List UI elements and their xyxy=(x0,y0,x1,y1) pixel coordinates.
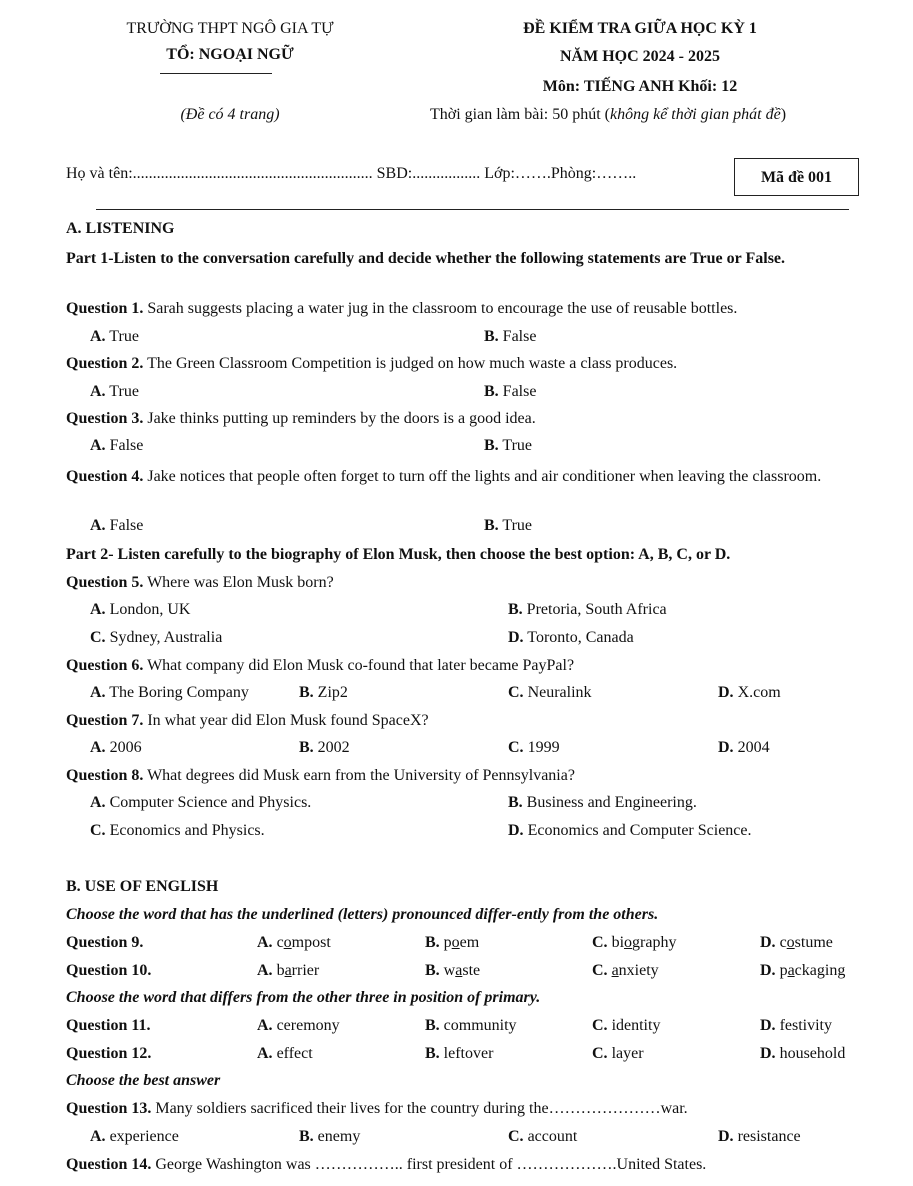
part2-instructions: Part 2- Listen carefully to the biography of Elon Musk, then choose the best option: A, B, C, or D. xyxy=(66,546,731,563)
header-divider xyxy=(160,73,272,74)
question-6: Question 6. What company did Elon Musk co-found that later became PayPal? xyxy=(66,657,575,674)
exam-code: Mã đề 001 xyxy=(760,169,833,186)
q11-option-b[interactable]: B. community xyxy=(425,1017,517,1034)
q11-option-a[interactable]: A. ceremony xyxy=(257,1017,340,1034)
question-9: Question 9. xyxy=(66,934,144,951)
exam-code-box xyxy=(734,158,859,196)
q3-option-a[interactable]: A. False xyxy=(90,437,144,454)
q13-option-a[interactable]: A. experience xyxy=(90,1128,179,1145)
stress-instructions: Choose the word that differs from the other three in position of primary. xyxy=(66,989,541,1006)
q5-option-d[interactable]: D. Toronto, Canada xyxy=(508,629,634,646)
section-a-title: A. LISTENING xyxy=(66,220,175,237)
school-name: TRƯỜNG THPT NGÔ GIA TỰ xyxy=(126,20,334,37)
q7-option-c[interactable]: C. 1999 xyxy=(508,739,560,756)
q6-option-d[interactable]: D. X.com xyxy=(718,684,781,701)
q7-option-a[interactable]: A. 2006 xyxy=(90,739,142,756)
q13-option-b[interactable]: B. enemy xyxy=(299,1128,361,1145)
question-11: Question 11. xyxy=(66,1017,151,1034)
best-answer-instructions: Choose the best answer xyxy=(66,1072,221,1089)
exam-title: ĐỀ KIỂM TRA GIỮA HỌC KỲ 1 xyxy=(523,20,757,37)
q3-option-b[interactable]: B. True xyxy=(484,437,533,454)
q4-option-b[interactable]: B. True xyxy=(484,517,533,534)
q11-option-c[interactable]: C. identity xyxy=(592,1017,661,1034)
q12-option-c[interactable]: C. layer xyxy=(592,1045,644,1062)
question-5: Question 5. Where was Elon Musk born? xyxy=(66,574,334,591)
student-info-line: Họ và tên:............................................................ SBD:................. Lớp:…….Phòng:…….. xyxy=(66,165,637,182)
q6-option-c[interactable]: C. Neuralink xyxy=(508,684,592,701)
q8-option-c[interactable]: C. Economics and Physics. xyxy=(90,822,265,839)
school-year: NĂM HỌC 2024 - 2025 xyxy=(560,48,720,65)
q5-option-b[interactable]: B. Pretoria, South Africa xyxy=(508,601,667,618)
q9-option-b[interactable]: B. poem xyxy=(425,934,480,951)
q2-option-a[interactable]: A. True xyxy=(90,383,139,400)
q10-option-b[interactable]: B. waste xyxy=(425,962,481,979)
question-8: Question 8. What degrees did Musk earn from the University of Pennsylvania? xyxy=(66,767,575,784)
info-divider xyxy=(96,209,849,210)
pages-note: (Đề có 4 trang) xyxy=(180,106,280,123)
section-b-title: B. USE OF ENGLISH xyxy=(66,878,219,895)
q11-option-d[interactable]: D. festivity xyxy=(760,1017,832,1034)
q13-option-c[interactable]: C. account xyxy=(508,1128,578,1145)
question-14: Question 14. George Washington was …………….. first president of ……………….United States. xyxy=(66,1156,707,1173)
q9-option-c[interactable]: C. biography xyxy=(592,934,677,951)
q12-option-b[interactable]: B. leftover xyxy=(425,1045,494,1062)
subject-grade: Môn: TIẾNG ANH Khối: 12 xyxy=(542,78,738,95)
time-allowed: Thời gian làm bài: 50 phút (không kể thời gian phát đề) xyxy=(430,106,787,123)
q5-option-a[interactable]: A. London, UK xyxy=(90,601,191,618)
q10-option-a[interactable]: A. barrier xyxy=(257,962,320,979)
part1-instructions: Part 1-Listen to the conversation carefully and decide whether the following statements are True or False. xyxy=(66,250,786,267)
q2-option-b[interactable]: B. False xyxy=(484,383,537,400)
pronunciation-instructions: Choose the word that has the underlined (letters) pronounced differ-ently from the others. xyxy=(66,906,659,923)
q9-option-a[interactable]: A. compost xyxy=(257,934,331,951)
question-1: Question 1. Sarah suggests placing a water jug in the classroom to encourage the use of reusable bottles. xyxy=(66,300,738,317)
question-2: Question 2. The Green Classroom Competition is judged on how much waste a class produces. xyxy=(66,355,678,372)
question-4: Question 4. Jake notices that people often forget to turn off the lights and air conditioner when leaving the classroom. xyxy=(66,468,822,485)
q8-option-d[interactable]: D. Economics and Computer Science. xyxy=(508,822,752,839)
q4-option-a[interactable]: A. False xyxy=(90,517,144,534)
q5-option-c[interactable]: C. Sydney, Australia xyxy=(90,629,223,646)
question-3: Question 3. Jake thinks putting up reminders by the doors is a good idea. xyxy=(66,410,536,427)
q9-option-d[interactable]: D. costume xyxy=(760,934,833,951)
q8-option-a[interactable]: A. Computer Science and Physics. xyxy=(90,794,312,811)
q10-option-d[interactable]: D. packaging xyxy=(760,962,846,979)
q12-option-a[interactable]: A. effect xyxy=(257,1045,313,1062)
q10-option-c[interactable]: C. anxiety xyxy=(592,962,659,979)
question-10: Question 10. xyxy=(66,962,152,979)
question-13: Question 13. Many soldiers sacrificed their lives for the country during the…………………war. xyxy=(66,1100,688,1117)
q7-option-b[interactable]: B. 2002 xyxy=(299,739,350,756)
q6-option-b[interactable]: B. Zip2 xyxy=(299,684,348,701)
question-12: Question 12. xyxy=(66,1045,152,1062)
q1-option-a[interactable]: A. True xyxy=(90,328,139,345)
q1-option-b[interactable]: B. False xyxy=(484,328,537,345)
q8-option-b[interactable]: B. Business and Engineering. xyxy=(508,794,697,811)
question-7: Question 7. In what year did Elon Musk found SpaceX? xyxy=(66,712,429,729)
q12-option-d[interactable]: D. household xyxy=(760,1045,846,1062)
q6-option-a[interactable]: A. The Boring Company xyxy=(90,684,249,701)
q13-option-d[interactable]: D. resistance xyxy=(718,1128,801,1145)
department-name: TỔ: NGOẠI NGỮ xyxy=(166,46,294,63)
q7-option-d[interactable]: D. 2004 xyxy=(718,739,770,756)
